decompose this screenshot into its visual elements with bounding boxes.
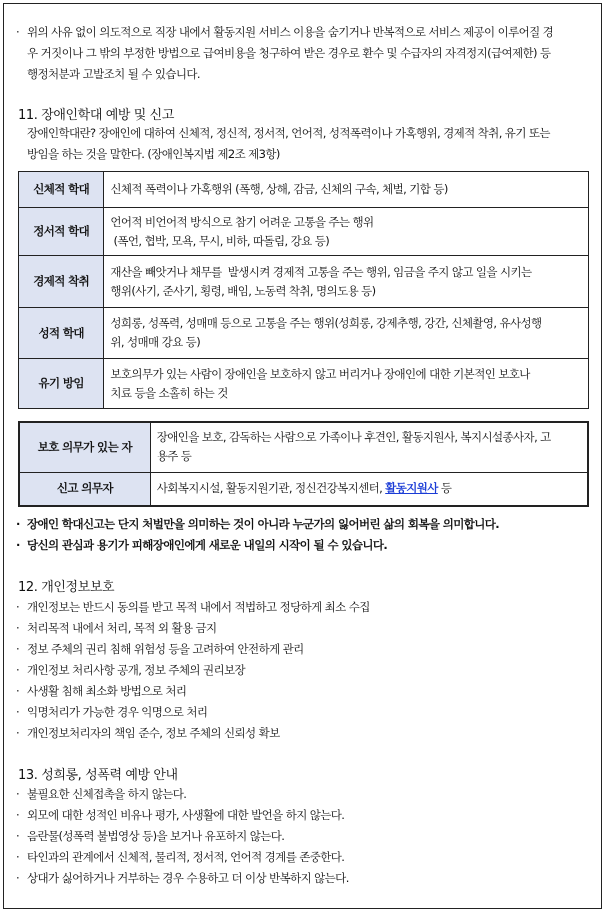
- list-item: · 개인정보 처리사항 공개, 정보 주체의 권리보장: [18, 660, 245, 681]
- table-row: [19, 172, 589, 208]
- abuse-types-table: [18, 171, 589, 409]
- report-duty-head: 신고 의무자: [19, 472, 150, 506]
- abuse-type-head: 신체적 학대: [19, 172, 104, 208]
- list-item: · 불필요한 신체접촉을 하지 않는다.: [18, 784, 186, 805]
- table-row: [19, 422, 588, 472]
- list-item: · 음란물(성폭력 불법영상 등)을 보거나 유포하지 않는다.: [18, 826, 284, 847]
- table-row: [19, 208, 589, 256]
- section-12-title: 12. 개인정보보호: [18, 580, 115, 595]
- list-item: · 상대가 싫어하거나 거부하는 경우 수용하고 더 이상 반복하지 않는다.: [18, 868, 349, 889]
- list-item: · 타인과의 관계에서 신체적, 물리적, 정서적, 언어적 경계를 존중한다.: [18, 847, 344, 868]
- activity-supporter-link[interactable]: 활동지원사: [385, 481, 438, 496]
- abuse-type-head: 성적 학대: [19, 308, 104, 359]
- duty-table: [18, 421, 589, 507]
- abuse-type-head: 유기 방임: [19, 359, 104, 409]
- list-item: · 처리목적 내에서 처리, 목적 외 활용 금지: [18, 618, 217, 639]
- abuse-type-desc: 재산을 빼앗거나 채무를 발생시켜 경제적 고통을 주는 행위, 임금을 주지 않고 일을 시키는 행위(사기, 준사기, 횡령, 배임, 노동력 착취, 명의도용 등): [104, 256, 589, 308]
- note-2: · 당신의 관심과 용기가 피해장애인에게 새로운 내일의 시작이 될 수 있습니다.: [18, 535, 387, 556]
- section-11-desc-1: 장애인학대란? 장애인에 대하여 신체적, 정신적, 정서적, 언어적, 성적폭력이나 가혹행위, 경제적 착취, 유기 또는: [27, 126, 550, 140]
- abuse-type-desc: 신체적 폭력이나 가혹행위 (폭행, 상해, 감금, 신체의 구속, 체벌, 기합 등): [104, 172, 589, 208]
- list-item: · 익명처리가 가능한 경우 익명으로 처리: [18, 702, 207, 723]
- note-1: · 장애인 학대신고는 단지 처벌만을 의미하는 것이 아니라 누군가의 잃어버린 삶의 회복을 의미합니다.: [18, 514, 499, 535]
- intro-line-2: 우 거짓이나 그 밖의 부정한 방법으로 급여비용을 청구하여 받은 경우로 환수 및 수급자의 자격정지(급여제한) 등: [27, 46, 551, 60]
- list-item: · 사생활 침해 최소화 방법으로 처리: [18, 681, 186, 702]
- abuse-type-desc: 언어적 비언어적 방식으로 참기 어려운 고통을 주는 행위 (폭언, 협박, 모욕, 무시, 비하, 따돌림, 강요 등): [104, 208, 589, 256]
- table-row: [19, 308, 589, 359]
- list-item: · 정보 주체의 권리 침해 위험성 등을 고려하여 안전하게 관리: [18, 639, 304, 660]
- intro-line-1: · 위의 사유 없이 의도적으로 직장 내에서 활동지원 서비스 이용을 숨기거나 반복적으로 서비스 제공이 이루어질 경: [18, 22, 553, 43]
- abuse-type-head: 경제적 착취: [19, 256, 104, 308]
- table-row: [19, 472, 588, 506]
- table-row: [19, 359, 589, 409]
- abuse-type-desc: 보호의무가 있는 사람이 장애인을 보호하지 않고 버리거나 장애인에 대한 기본적인 보호나 치료 등을 소홀히 하는 것: [104, 359, 589, 409]
- section-13-title: 13. 성희롱, 성폭력 예방 안내: [18, 768, 178, 783]
- section-11-desc-2: 방임을 하는 것을 말한다. (장애인복지법 제2조 제3항): [27, 147, 280, 161]
- report-duty-desc: 사회복지시설, 활동지원기관, 정신건강복지센터, 활동지원사 등: [150, 472, 588, 506]
- list-item: · 외모에 대한 성적인 비유나 평가, 사생활에 대한 발언을 하지 않는다.: [18, 805, 344, 826]
- intro-line-3: 행정처분과 고발조치 될 수 있습니다.: [27, 67, 200, 81]
- protect-duty-desc: 장애인을 보호, 감독하는 사람으로 가족이나 후견인, 활동지원사, 복지시설종사자, 고 용주 등: [150, 422, 588, 472]
- section-11-title: 11. 장애인학대 예방 및 신고: [18, 108, 174, 123]
- protect-duty-head: 보호 의무가 있는 자: [19, 422, 150, 472]
- list-item: · 개인정보처리자의 책임 준수, 정보 주체의 신뢰성 확보: [18, 723, 280, 744]
- abuse-type-head: 정서적 학대: [19, 208, 104, 256]
- list-item: · 개인정보는 반드시 동의를 받고 목적 내에서 적법하고 정당하게 최소 수집: [18, 597, 370, 618]
- abuse-type-desc: 성희롱, 성폭력, 성매매 등으로 고통을 주는 행위(성희롱, 강제추행, 강간, 신체촬영, 유사성행 위, 성매매 강요 등): [104, 308, 589, 359]
- table-row: [19, 256, 589, 308]
